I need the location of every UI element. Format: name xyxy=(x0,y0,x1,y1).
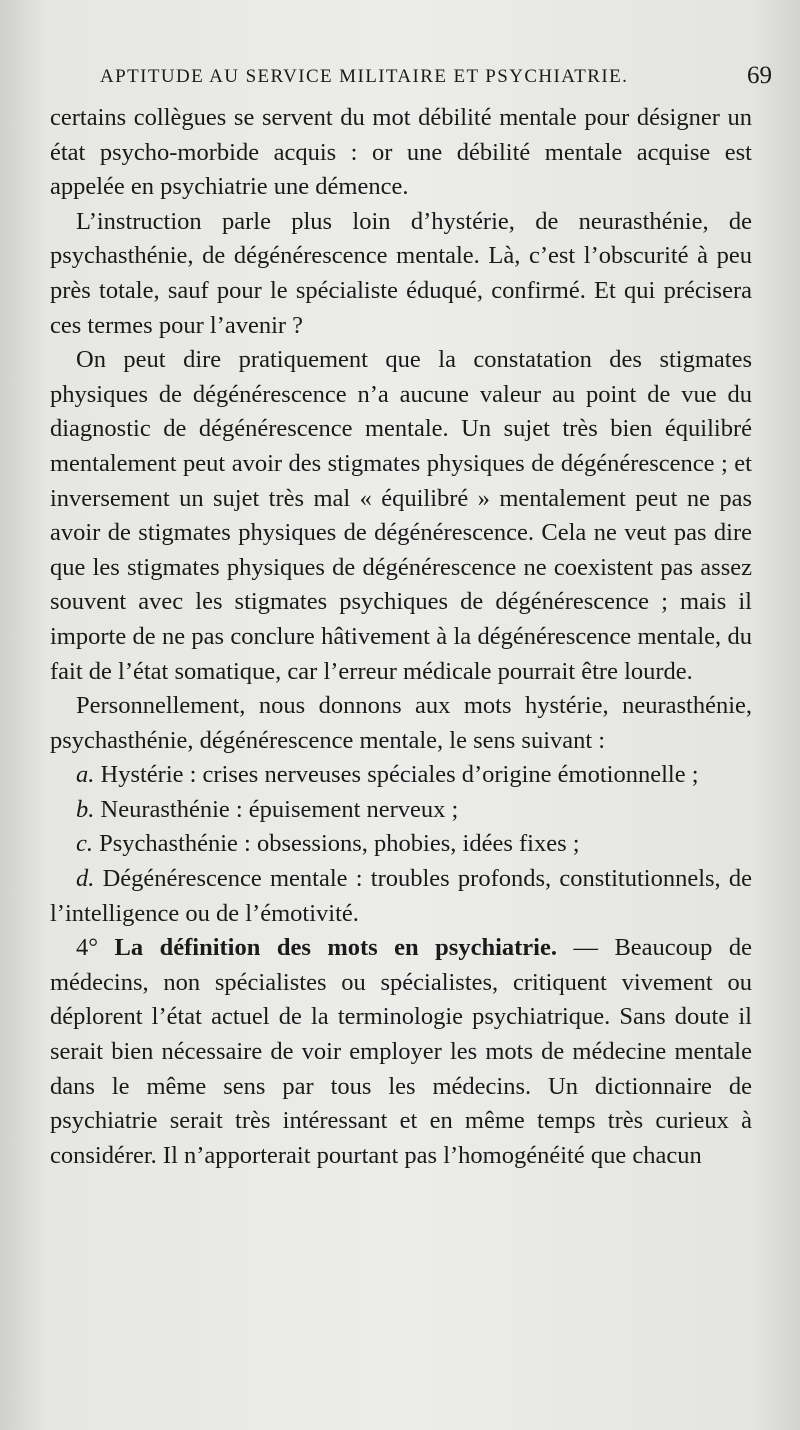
body-text xyxy=(50,101,752,1173)
paragraph-continued: certains collègues se servent du mot débilité mentale pour désigner un état psycho-morbide acquis : or une débilité mentale acquise est appelée en psychiatrie une démence. xyxy=(50,104,752,201)
section-text: Beaucoup de médecins, non spécialistes ou spécialistes, critiquent vivement ou déplorent l’état actuel de la terminologie psychiatrique. Sans doute il serait bien nécessaire de voir employer les mots de médecine mentale dans le même sens par tous les médecins. Un dictionnaire de psychiatrie serait très intéressant et en même temps très curieux à considérer. Il n’apporterait pourtant pas l’homogénéité que chacun xyxy=(50,934,753,1169)
definition-text: Hystérie : crises nerveuses spéciales d’origine émotionnelle ; xyxy=(100,761,699,789)
paragraph-instruction: L’instruction parle plus loin d’hystérie, de neurasthénie, de psychasthénie, de dégénérescence mentale. Là, c’est l’obscurité à peu près totale, sauf pour le spécialiste éduqué, confirmé. Et qui précisera ces termes pour l’avenir ? xyxy=(50,207,752,339)
definition-letter: c. xyxy=(76,830,93,858)
page-number: 69 xyxy=(747,62,772,89)
paragraph-personnellement: Personnellement, nous donnons aux mots hystérie, neurasthénie, psychasthénie, dégénérescence mentale, le sens suivant : xyxy=(50,692,752,754)
section-4-paragraph xyxy=(50,931,752,1173)
definition-letter: a. xyxy=(76,761,95,789)
section-number: 4° xyxy=(76,934,99,962)
definition-item-d xyxy=(50,862,752,931)
definition-text: Psychasthénie : obsessions, phobies, idées fixes ; xyxy=(99,830,580,858)
running-head xyxy=(100,62,772,96)
definition-item-b xyxy=(50,793,752,828)
running-title: APTITUDE AU SERVICE MILITAIRE ET PSYCHIATRIE. xyxy=(100,66,629,87)
definition-text: Neurasthénie : épuisement nerveux ; xyxy=(100,795,459,823)
definition-text: Dégénérescence mentale : troubles profonds, constitutionnels, de l’intelligence ou de l’émotivité. xyxy=(50,865,753,927)
paragraph-stigmates: On peut dire pratiquement que la constatation des stigmates physiques de dégénérescence n’a aucune valeur au point de vue du diagnostic de dégénérescence mentale. Un sujet très bien équilibré mentalement peut avoir des stigmates physiques de dégénérescence ; et inversement un sujet très mal « équilibré » mentalement peut ne pas avoir de stigmates physiques de dégénérescence. Cela ne veut pas dire que les stigmates physiques de dégénérescence ne coexistent pas assez souvent avec les stigmates psychiques de dégénérescence ; mais il importe de ne pas conclure hâtivement à la dégénérescence mentale, du fait de l’état somatique, car l’erreur médicale pourrait être lourde. xyxy=(50,346,752,685)
definition-letter: b. xyxy=(76,795,95,823)
definition-letter: d. xyxy=(76,865,95,893)
section-dash: — xyxy=(573,934,598,962)
definition-item-a xyxy=(50,758,752,793)
section-heading: La définition des mots en psychiatrie. xyxy=(114,934,557,962)
definition-item-c xyxy=(50,827,752,862)
